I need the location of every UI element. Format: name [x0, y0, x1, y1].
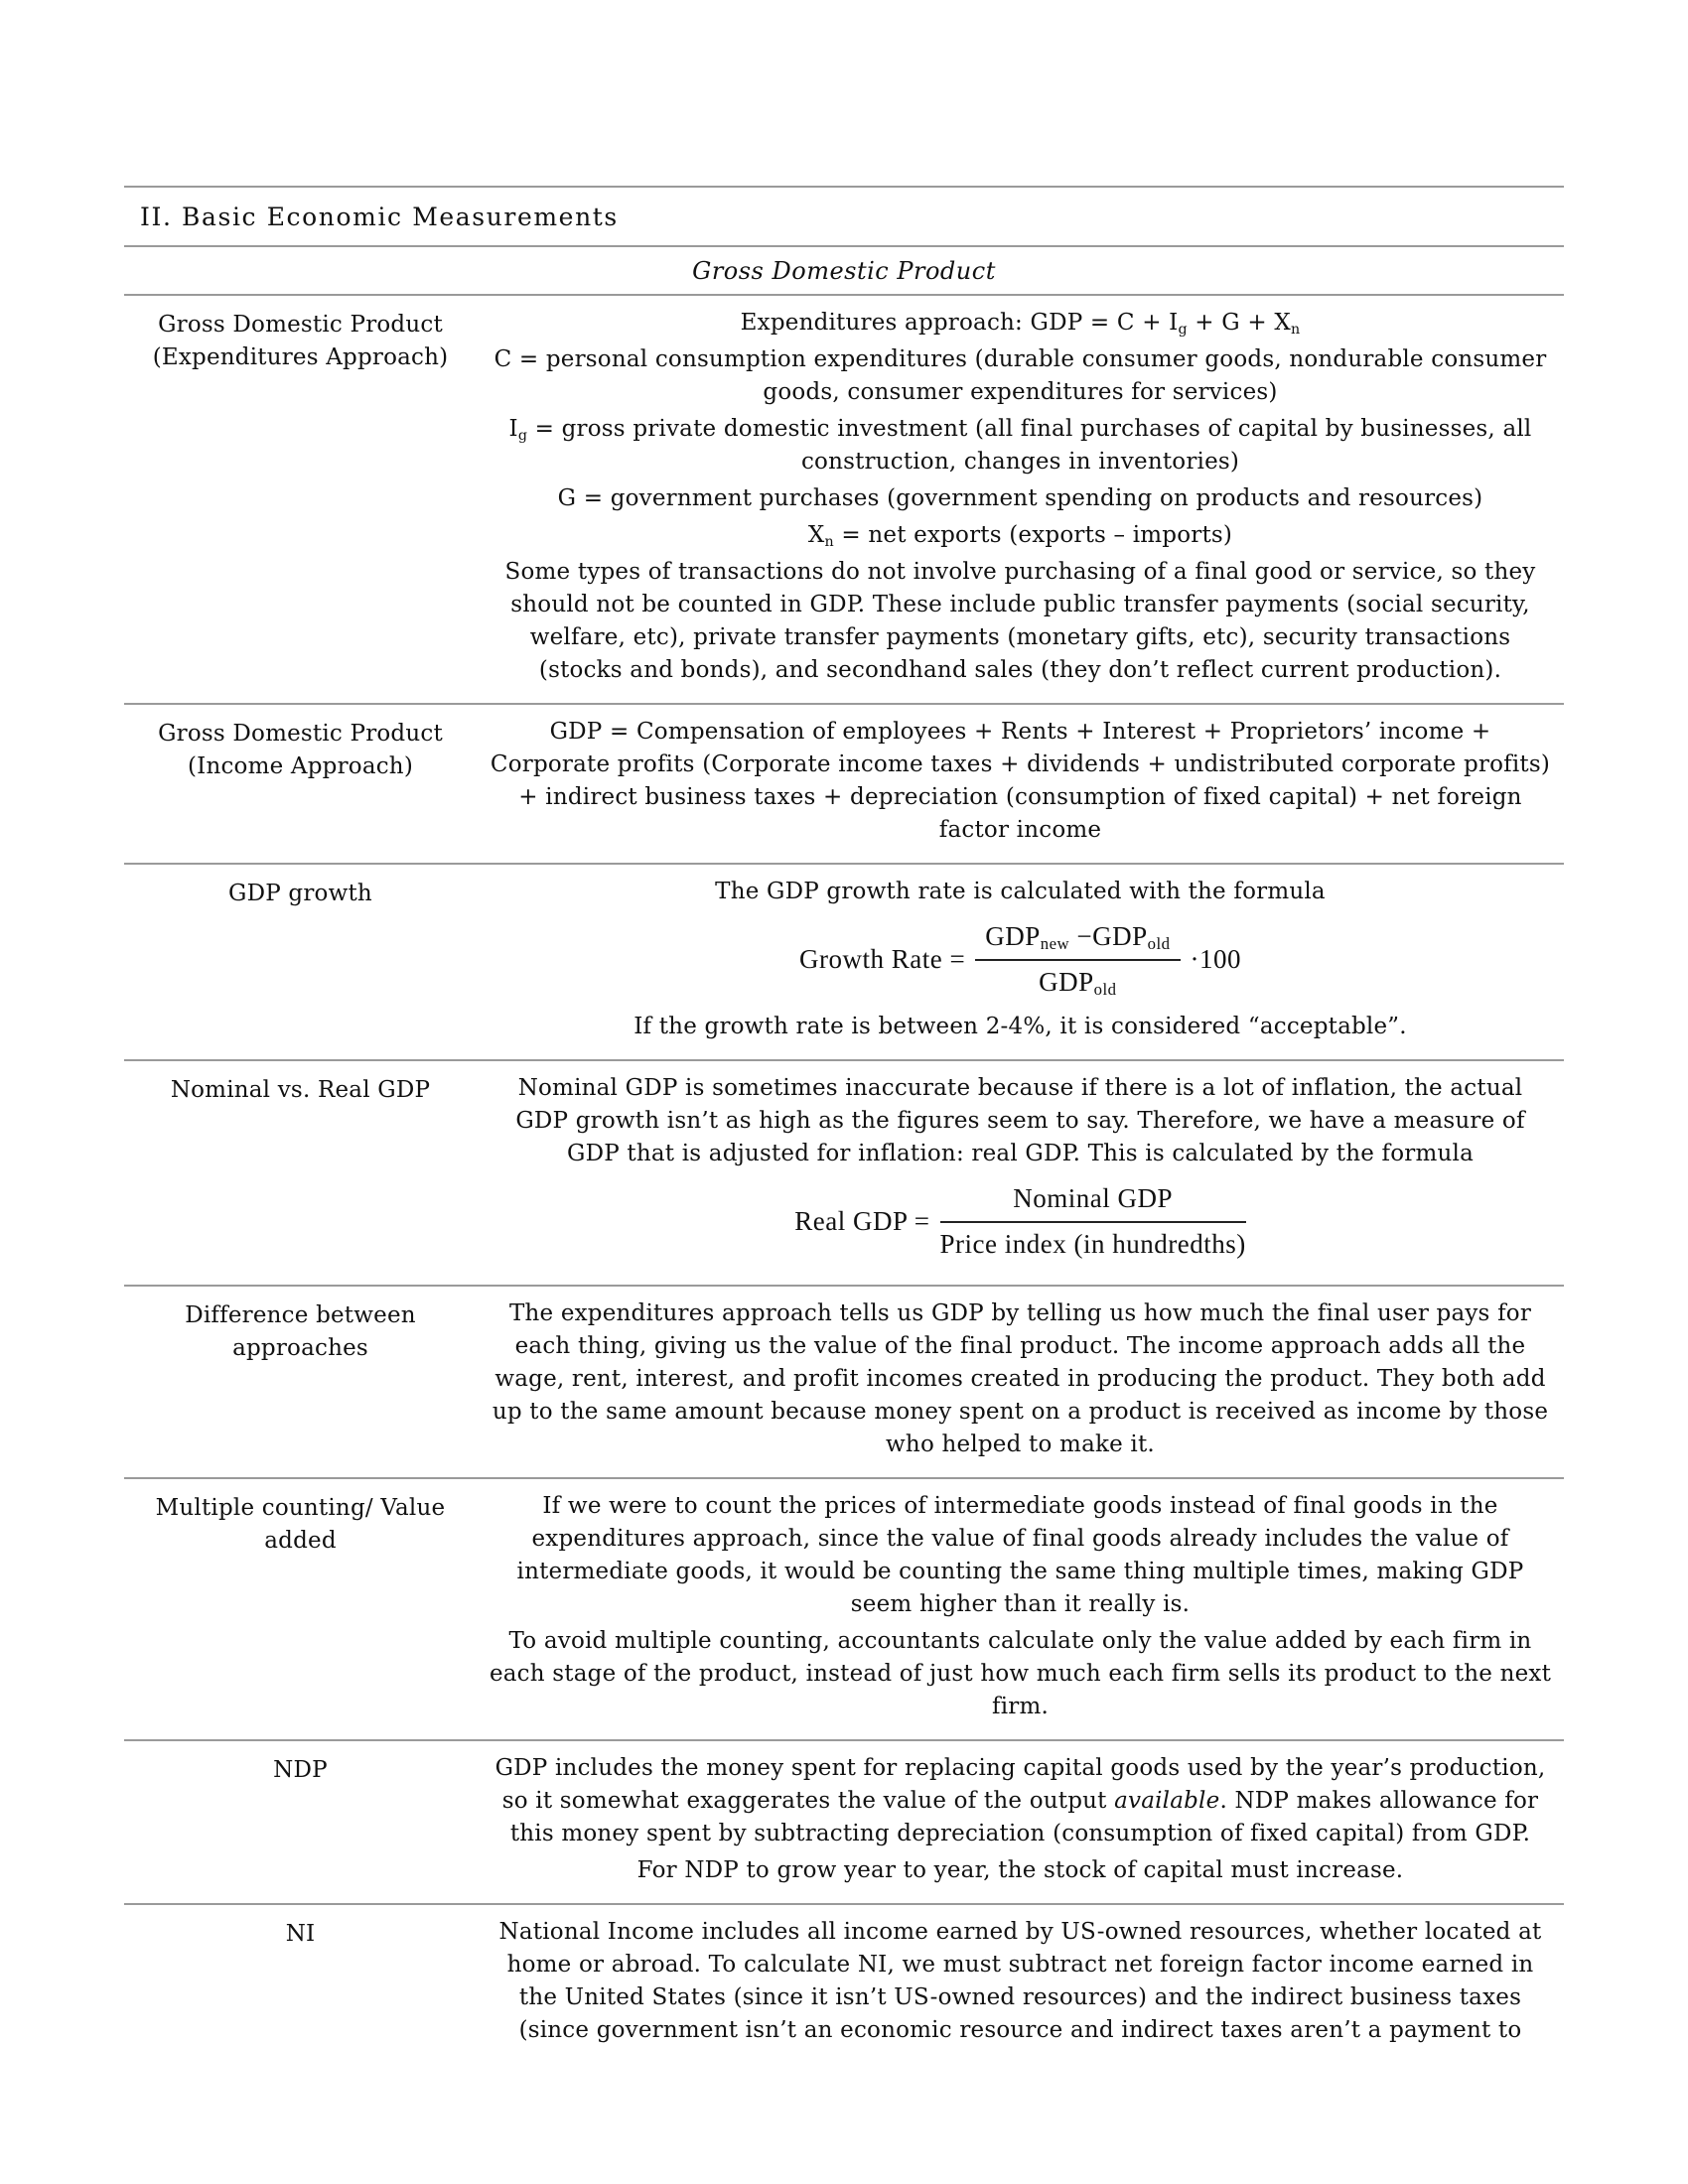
- term-line-1: GDP growth: [228, 881, 372, 906]
- formula-text: Expenditures approach: GDP = C + I: [740, 310, 1179, 336]
- definition-ndp: [477, 1752, 1564, 1891]
- ni-body: National Income includes all income earned by US-owned resources, whether located at home or abroad. To calculate NI, we must subtract net foreign factor income earned in the United States (since it isn’t US-owned resources) and the indirect business taxes (since government isn’t an economic resource and indirect taxes aren’t a payment to: [498, 1919, 1542, 2043]
- formula-text: + G + X: [1187, 310, 1291, 336]
- term-gdp-income: [124, 716, 477, 851]
- real-gdp-formula: [489, 1182, 1552, 1261]
- term-nominal-vs-real: [124, 1072, 477, 1273]
- multiple-counting-p2: To avoid multiple counting, accountants calculate only the value added by each firm in each stage of the product, instead of just how much each firm sells its product to the next firm.: [489, 1628, 1552, 1719]
- fraction-numerator: Nominal GDP: [940, 1182, 1246, 1223]
- c-definition: C = personal consumption expenditures (durable consumer goods, nondurable consumer goods, consumer expenditures for services): [493, 346, 1547, 405]
- term-line-1: Nominal vs. Real GDP: [170, 1077, 431, 1103]
- growth-rate-formula: [489, 920, 1552, 999]
- formula-text: GDP: [1039, 967, 1094, 997]
- row-difference-between-approaches: [124, 1287, 1564, 1479]
- ndp-p2: For NDP to grow year to year, the stock of capital must increase.: [636, 1857, 1404, 1883]
- term-line-1: Gross Domestic Product: [158, 312, 443, 338]
- ndp-text: . NDP makes allowance for this money spent by subtracting depreciation (consumption of fixed capital) from GDP.: [509, 1788, 1539, 1846]
- group-title-gross-domestic-product: Gross Domestic Product: [124, 247, 1564, 296]
- row-ndp: [124, 1741, 1564, 1905]
- nominal-real-body: Nominal GDP is sometimes inaccurate because if there is a lot of inflation, the actual GDP growth isn’t as high as the figures seem to say. Therefore, we have a measure of GDP that is adjusted for inflation: real GDP. This is calculated by the formula: [515, 1075, 1525, 1166]
- subscript-g: g: [517, 427, 528, 444]
- term-line-1: Multiple counting/ Value: [155, 1495, 446, 1521]
- section-title: II. Basic Economic Measurements: [124, 186, 1564, 247]
- row-multiple-counting: [124, 1479, 1564, 1741]
- subscript-g: g: [1178, 321, 1188, 338]
- ndp-text: GDP includes the money spent for replacing capital goods used by the year’s production, so it somewhat exaggerates the value of the output: [494, 1755, 1546, 1814]
- term-line-2: (Income Approach): [187, 753, 413, 779]
- ndp-p1: [489, 1752, 1552, 1850]
- definition-difference: [477, 1297, 1564, 1465]
- formula-lhs: Real GDP =: [794, 1206, 930, 1236]
- excluded-transactions-note: Some types of transactions do not involve purchasing of a final good or service, so they should not be counted in GDP. These include public transfer payments (social security, welfare, etc), private transfer payments (monetary gifts, etc), security transactions (stocks and bonds), and secondhand sales (they don’t reflect current production).: [504, 559, 1536, 683]
- term-line-1: Difference between: [185, 1302, 416, 1328]
- notes-document: [124, 186, 1564, 2063]
- fraction-denominator: Price index (in hundredths): [939, 1229, 1246, 1259]
- row-nominal-vs-real: [124, 1061, 1564, 1287]
- row-gdp-expenditures: [124, 296, 1564, 705]
- g-definition: G = government purchases (government spending on products and resources): [557, 485, 1483, 511]
- formula-text: −GDP: [1069, 921, 1148, 951]
- row-gdp-income: [124, 705, 1564, 865]
- definition-gdp-growth: [477, 876, 1564, 1047]
- term-multiple-counting: [124, 1490, 477, 1727]
- term-gdp-expenditures: [124, 307, 477, 691]
- term-ndp: [124, 1752, 477, 1891]
- definition-text: = gross private domestic investment (all final purchases of capital by businesses, all construction, changes in inventories): [527, 416, 1532, 475]
- subscript-old: old: [1147, 934, 1171, 954]
- term-line-2: approaches: [232, 1335, 368, 1361]
- fraction: [975, 920, 1180, 999]
- fraction-denominator: [975, 961, 1180, 999]
- fraction-numerator: [975, 920, 1180, 961]
- formula-text: X: [807, 522, 825, 548]
- term-line-2: (Expenditures Approach): [152, 344, 449, 370]
- ig-definition: [489, 413, 1552, 478]
- definition-gdp-income: [477, 716, 1564, 851]
- growth-intro: The GDP growth rate is calculated with the formula: [715, 879, 1326, 904]
- ndp-italic-available: available: [1114, 1788, 1220, 1814]
- multiple-counting-p1: If we were to count the prices of intermediate goods instead of final goods in the expenditures approach, since the value of final goods already includes the value of intermediate goods, it would be counting the same thing multiple times, making GDP seem higher than it really is.: [516, 1493, 1524, 1617]
- formula-factor: ·100: [1190, 944, 1241, 974]
- fraction: [940, 1182, 1246, 1261]
- definition-gdp-expenditures: [477, 307, 1564, 691]
- expenditures-approach-formula: [489, 307, 1552, 340]
- row-gdp-growth: [124, 865, 1564, 1061]
- formula-lhs: Growth Rate =: [799, 944, 966, 974]
- term-line-1: NDP: [273, 1757, 328, 1783]
- subscript-old: old: [1093, 980, 1117, 1000]
- definition-ni: [477, 1916, 1564, 2051]
- term-line-2: added: [264, 1528, 337, 1554]
- term-ni: [124, 1916, 477, 2051]
- difference-body: The expenditures approach tells us GDP by telling us how much the final user pays for each thing, giving us the value of the final product. The income approach adds all the wage, rent, interest, and profit incomes created in producing the product. They both add up to the same amount because money spent on a product is received as income by those who helped to make it.: [492, 1300, 1549, 1457]
- subscript-n: n: [824, 533, 834, 550]
- row-ni: [124, 1905, 1564, 2063]
- term-line-1: NI: [285, 1921, 316, 1947]
- formula-text: GDP: [985, 921, 1041, 951]
- term-difference: [124, 1297, 477, 1465]
- income-approach-formula: GDP = Compensation of employees + Rents + Interest + Proprietors’ income + Corporate profits (Corporate income taxes + dividends + undistributed corporate profits) + indirect business taxes + depreciation (consumption of fixed capital) + net foreign factor income: [490, 719, 1551, 843]
- definition-nominal-vs-real: [477, 1072, 1564, 1273]
- subscript-new: new: [1040, 934, 1070, 954]
- term-line-1: Gross Domestic Product: [158, 721, 443, 747]
- xn-definition: [489, 519, 1552, 552]
- growth-note: If the growth rate is between 2-4%, it is considered “acceptable”.: [633, 1014, 1407, 1039]
- subscript-n: n: [1290, 321, 1301, 338]
- formula-text: I: [508, 416, 518, 442]
- definition-text: = net exports (exports – imports): [833, 522, 1233, 548]
- term-gdp-growth: [124, 876, 477, 1047]
- definition-multiple-counting: [477, 1490, 1564, 1727]
